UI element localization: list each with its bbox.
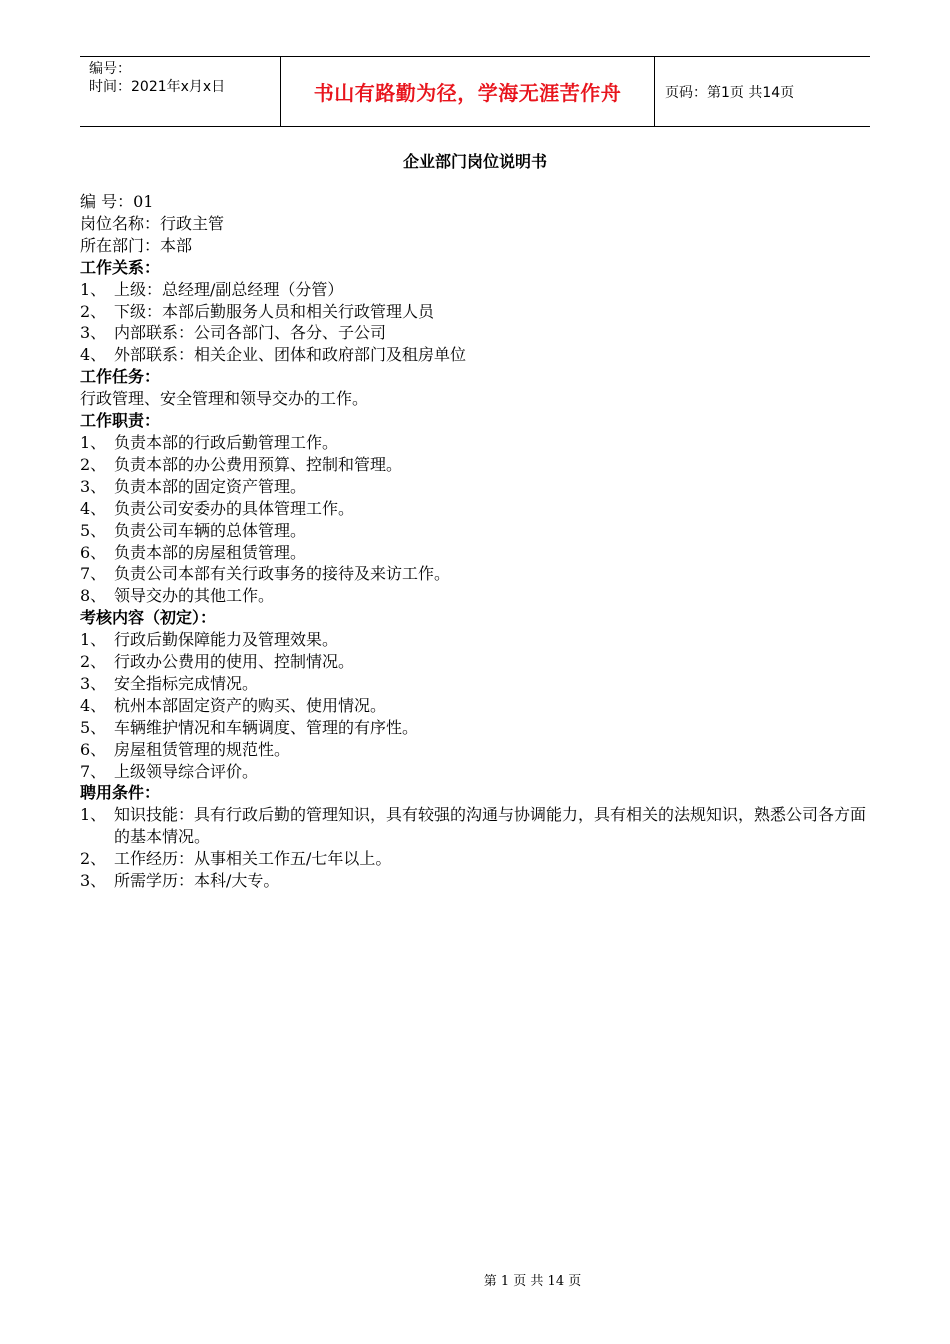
list-item	[80, 476, 880, 498]
list-item	[80, 651, 880, 673]
item-number: 4、	[80, 695, 107, 715]
item-text: 车辆维护情况和车辆调度、管理的有序性。	[114, 717, 419, 737]
document-body	[80, 191, 880, 892]
item-text: 房屋租赁管理的规范性。	[114, 739, 291, 759]
item-text: 负责本部的办公费用预算、控制和管理。	[114, 454, 403, 474]
header-motto: 书山有路勤为径，学海无涯苦作舟	[281, 57, 655, 126]
list-item	[80, 870, 880, 892]
item-text: 负责公司车辆的总体管理。	[114, 520, 307, 540]
info-department: 所在部门：本部	[80, 235, 193, 255]
item-text: 工作经历：从事相关工作五/七年以上。	[114, 849, 392, 869]
section-heading-relations: 工作关系：	[80, 257, 161, 277]
list-item	[80, 344, 880, 366]
list-item	[80, 848, 880, 870]
item-text: 外部联系：相关企业、团体和政府部门及租房单位	[114, 345, 467, 365]
list-item	[80, 563, 880, 585]
item-number: 1、	[80, 805, 107, 825]
item-number: 1、	[80, 279, 107, 299]
list-item	[80, 498, 880, 520]
item-text: 行政办公费用的使用、控制情况。	[114, 652, 355, 672]
list-item	[80, 542, 880, 564]
item-number: 3、	[80, 476, 107, 496]
item-number: 8、	[80, 586, 107, 606]
item-number: 6、	[80, 542, 107, 562]
item-text: 知识技能：具有行政后勤的管理知识，具有较强的沟通与协调能力，具有相关的法规知识，熟悉公司各方面的基本情况。	[114, 805, 867, 847]
item-text: 安全指标完成情况。	[114, 673, 259, 693]
item-number: 5、	[80, 717, 107, 737]
list-item	[80, 629, 880, 651]
item-text: 下级：本部后勤服务人员和相关行政管理人员	[114, 301, 435, 321]
item-text: 上级领导综合评价。	[114, 761, 259, 781]
item-number: 3、	[80, 673, 107, 693]
info-position: 岗位名称：行政主管	[80, 213, 225, 233]
item-text: 内部联系：公司各部门、各分、子公司	[114, 323, 387, 343]
item-number: 2、	[80, 301, 107, 321]
section-heading-requirements: 聘用条件：	[80, 783, 161, 803]
item-number: 6、	[80, 739, 107, 759]
list-item	[80, 279, 880, 301]
item-text: 上级：总经理/副总经理（分管）	[114, 279, 344, 299]
item-number: 4、	[80, 345, 107, 365]
document-title: 企业部门岗位说明书	[402, 152, 547, 171]
section-heading-duties: 工作职责：	[80, 411, 161, 431]
item-number: 1、	[80, 432, 107, 452]
item-number: 1、	[80, 630, 107, 650]
item-number: 3、	[80, 871, 107, 891]
item-text: 负责公司安委办的具体管理工作。	[114, 498, 355, 518]
item-number: 2、	[80, 849, 107, 869]
list-item	[80, 520, 880, 542]
item-number: 7、	[80, 761, 107, 781]
item-number: 2、	[80, 454, 107, 474]
info-number: 编 号：01	[80, 192, 154, 211]
list-item	[80, 804, 880, 848]
list-item	[80, 739, 880, 761]
time-label: 时间：2021年x月x日	[89, 79, 226, 95]
header-meta	[80, 57, 281, 126]
section-heading-assessment: 考核内容（初定）：	[80, 608, 217, 628]
section-heading-task: 工作任务：	[80, 367, 161, 387]
number-label: 编号：	[89, 61, 131, 77]
list-item	[80, 695, 880, 717]
item-number: 5、	[80, 520, 107, 540]
list-item	[80, 432, 880, 454]
list-item	[80, 301, 880, 323]
item-text: 杭州本部固定资产的购买、使用情况。	[114, 695, 387, 715]
page-footer: 第 1 页 共 14 页	[483, 1274, 582, 1289]
task-text: 行政管理、安全管理和领导交办的工作。	[80, 389, 369, 409]
header-page-info: 页码：第1页 共14页	[665, 84, 795, 101]
list-item	[80, 322, 880, 344]
item-text: 领导交办的其他工作。	[114, 586, 275, 606]
item-text: 负责本部的房屋租赁管理。	[114, 542, 307, 562]
item-number: 4、	[80, 498, 107, 518]
list-item	[80, 454, 880, 476]
list-item	[80, 761, 880, 783]
item-text: 负责本部的固定资产管理。	[114, 476, 307, 496]
item-number: 3、	[80, 323, 107, 343]
page-header	[80, 56, 870, 127]
item-text: 负责本部的行政后勤管理工作。	[114, 432, 339, 452]
list-item	[80, 585, 880, 607]
item-text: 行政后勤保障能力及管理效果。	[114, 630, 339, 650]
item-text: 负责公司本部有关行政事务的接待及来访工作。	[114, 564, 451, 584]
item-number: 2、	[80, 652, 107, 672]
list-item	[80, 673, 880, 695]
item-text: 所需学历：本科/大专。	[114, 871, 280, 891]
list-item	[80, 717, 880, 739]
item-number: 7、	[80, 564, 107, 584]
